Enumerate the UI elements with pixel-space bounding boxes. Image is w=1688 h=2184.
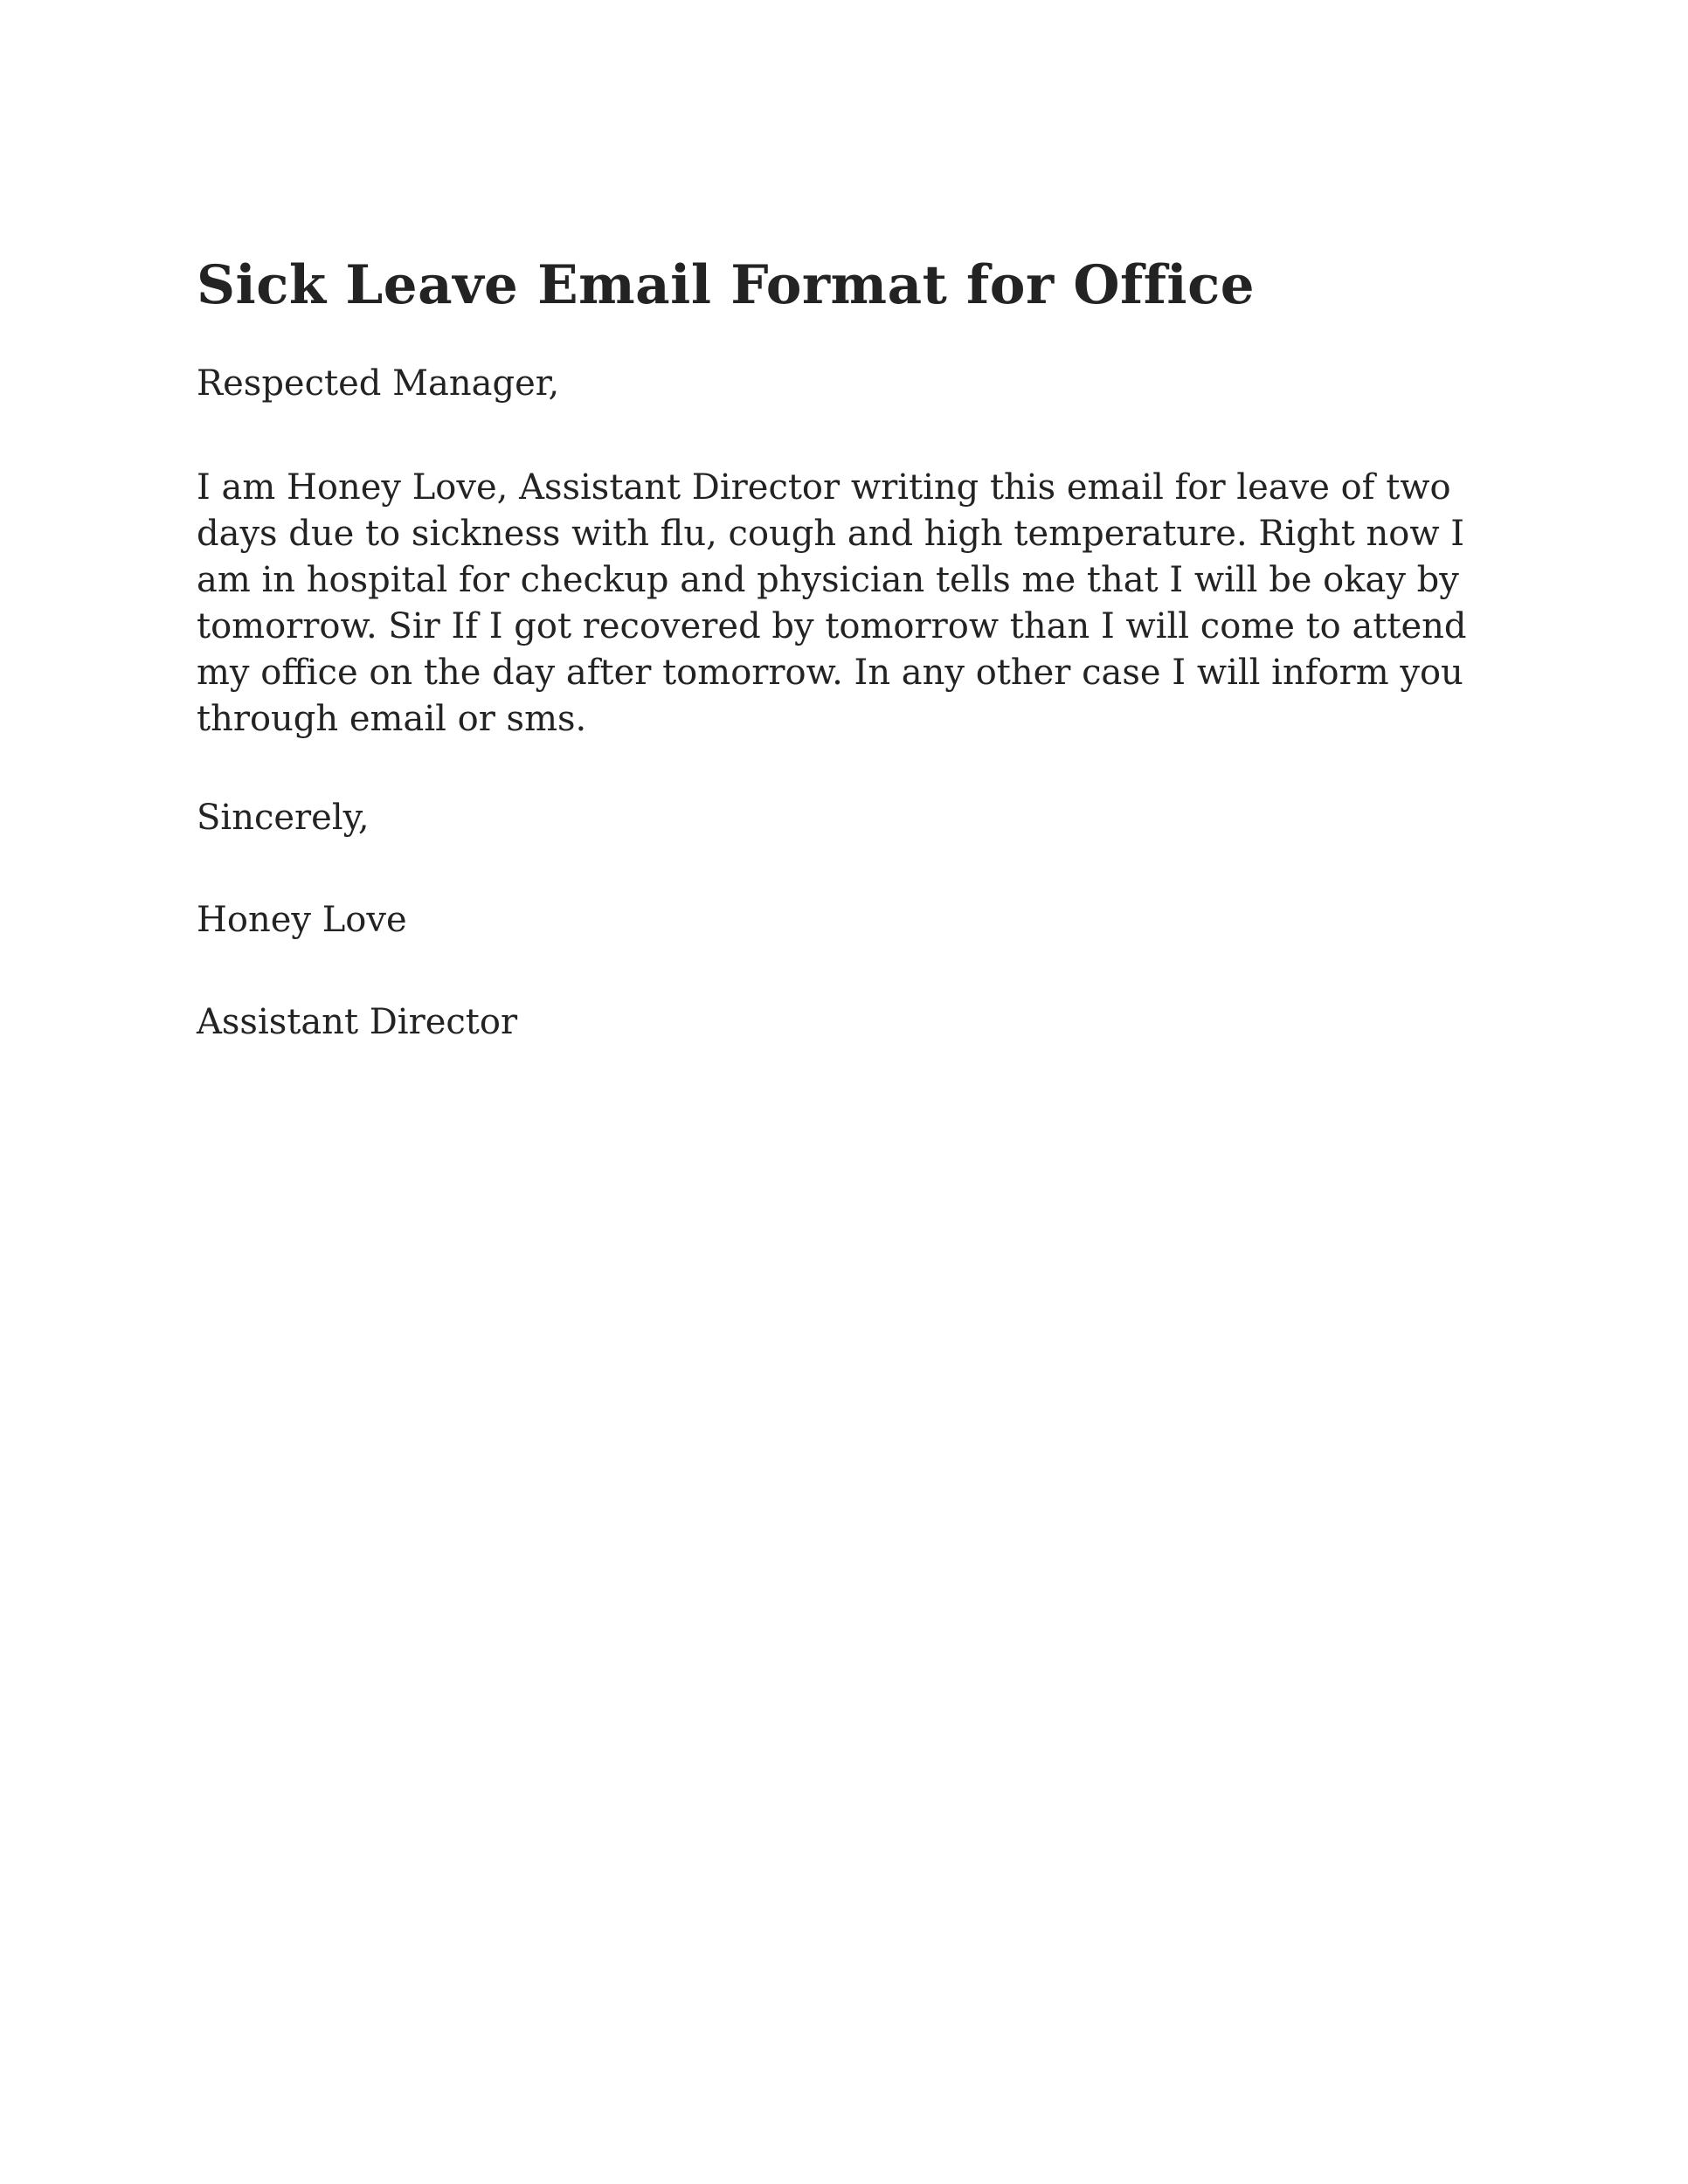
salutation-line: Respected Manager, bbox=[197, 363, 560, 404]
body-paragraph: I am Honey Love, Assistant Director writing this email for leave of two days due to sickness with flu, cough and high temperature. Right now I am in hospital for checkup and physician tells me that I will be okay by tomorrow. Sir If I got recovered by tomorrow than I will come to attend my office on the day after tomorrow. In any other case I will inform you through email or sms. bbox=[197, 467, 1467, 740]
closing-line: Sincerely, bbox=[197, 798, 370, 839]
signature-name: Honey Love bbox=[197, 900, 407, 941]
document-title: Sick Leave Email Format for Office bbox=[197, 254, 1256, 316]
signature-title: Assistant Director bbox=[197, 1002, 518, 1043]
